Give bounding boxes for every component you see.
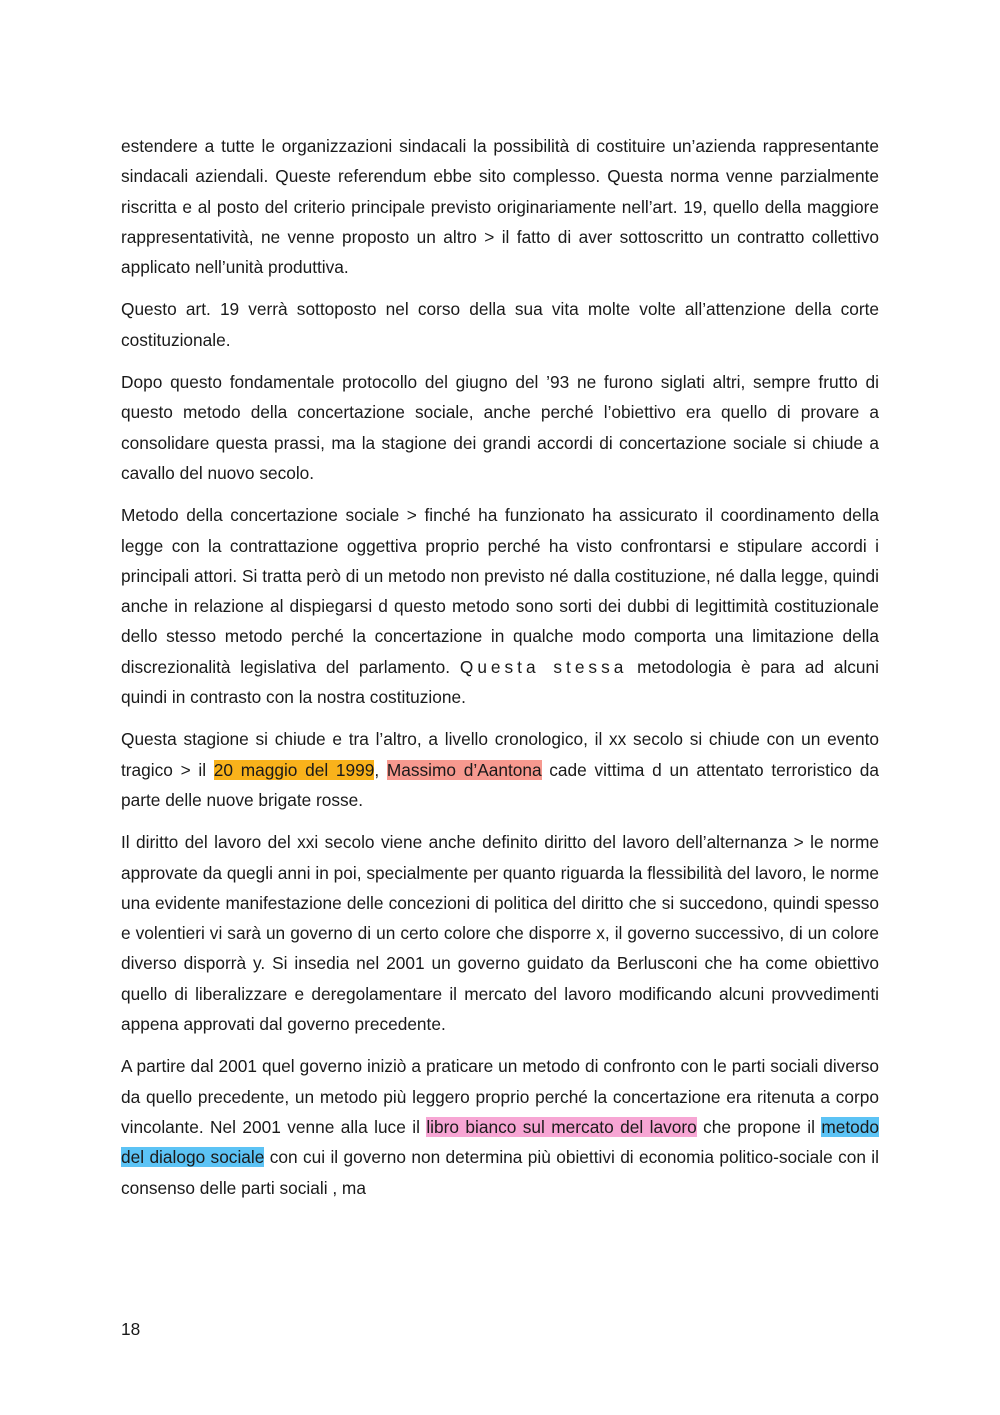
document-page	[121, 131, 879, 1215]
paragraph-7-text-middle: che propone il	[696, 1116, 822, 1137]
paragraph-2: Questo art. 19 verrà sottoposto nel corso della sua vita molte volte all’attenzione della corte costituzionale.	[121, 299, 879, 350]
paragraph-4-text-before: Metodo della concertazione sociale > finché ha funzionato ha assicurato il coordinamento della legge con la contrattazione oggettiva proprio perché ha visto confrontarsi e stipulare accordi i principali attori. Si tratta però di un metodo non previsto né dalla costituzione, né dalla legge, quindi anche in relazione al dispiegarsi d questo metodo sono sorti dei dubbi di legittimità costituzionale dello stesso metodo perché la concertazione in qualche modo comporta una limitazione della discrezionalità legislativa del parlamento.	[121, 505, 879, 677]
paragraph-5-text-after: cade vittima d un attentato terroristico da parte delle nuove brigate rosse.	[121, 759, 879, 810]
spaced-text: Questa stessa	[459, 656, 628, 677]
highlight-book: libro bianco sul mercato del lavoro	[426, 1116, 697, 1137]
paragraph-5-comma: ,	[374, 759, 387, 780]
paragraph-7-text-before: A partire dal 2001 quel governo iniziò a praticare un metodo di confronto con le parti sociali diverso da quello precedente, un metodo più leggero proprio perché la concertazione era ritenuta a corpo vincolante. Nel 2001 venne alla luce il	[121, 1056, 879, 1137]
highlight-date: 20 maggio del 1999	[213, 759, 375, 780]
paragraph-4	[121, 500, 879, 712]
paragraph-6: Il diritto del lavoro del xxi secolo viene anche definito diritto del lavoro dell’alternanza > le norme approvate da quegli anni in poi, specialmente per quanto riguarda la flessibilità del lavoro, le norme una evidente manifestazione delle concezioni di politica del diritto che si succedono, quindi spesso e volentieri vi sarà un governo di un certo colore che disporre x, il governo successivo, di un colore diverso disporrà y. Si insedia nel 2001 un governo guidato da Berlusconi che ha come obiettivo quello di liberalizzare e deregolamentare il mercato del lavoro modificando alcuni provvedimenti appena approvati dal governo precedente.	[121, 832, 879, 1035]
highlight-name: Massimo d’Aantona	[386, 759, 542, 780]
paragraph-5	[121, 724, 879, 815]
page-number: 18	[121, 1319, 141, 1339]
paragraph-4-text-after: metodologia è para ad alcuni quindi in contrasto con la nostra costituzione.	[121, 656, 879, 708]
paragraph-7-text-after: con cui il governo non determina più obiettivi di economia politico-sociale con il consenso delle parti sociali , ma	[121, 1147, 879, 1198]
paragraph-3: Dopo questo fondamentale protocollo del giugno del ’93 ne furono siglati altri, sempre frutto di questo metodo della concertazione sociale, anche perché l’obiettivo era quello di provare a consolidare questa prassi, ma la stagione dei grandi accordi di concertazione sociale si chiude a cavallo del nuovo secolo.	[121, 372, 879, 483]
paragraph-1: estendere a tutte le organizzazioni sindacali la possibilità di costituire un’azienda rappresentante sindacali aziendali. Queste referendum ebbe sito complesso. Questa norma venne parzialmente riscritta e al posto del criterio principale previsto originariamente nell’art. 19, quello della maggiore rappresentatività, ne venne proposto un altro > il fatto di aver sottoscritto un contratto collettivo applicato nell’unità produttiva.	[121, 136, 879, 278]
paragraph-7	[121, 1051, 879, 1202]
paragraph-5-text-before: Questa stagione si chiude e tra l’altro, a livello cronologico, il xx secolo si chiude con un evento tragico > il	[121, 729, 879, 780]
highlight-method: metodo del dialogo sociale	[121, 1116, 880, 1168]
